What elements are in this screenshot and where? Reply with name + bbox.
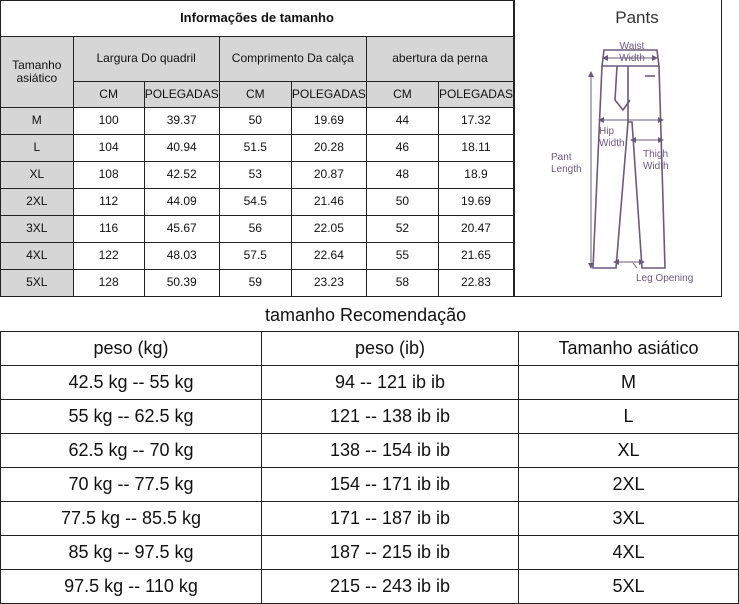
leg-cm-cell: 55 [366, 243, 438, 270]
length-cm-cell: 53 [219, 162, 291, 189]
unit-cm-header: CM [366, 82, 438, 108]
hip-cm-cell: 122 [73, 243, 144, 270]
length-label-line1: Pant [551, 152, 572, 163]
recommendation-title: tamanho Recomendação [265, 305, 467, 325]
length-label-line2: Length [551, 164, 582, 175]
hip-in-cell: 50.39 [144, 270, 219, 297]
hip-in-cell: 40.94 [144, 135, 219, 162]
size-chart-table [0, 0, 514, 297]
length-cm-cell: 54.5 [219, 189, 291, 216]
unit-cm-header: CM [73, 82, 144, 108]
length-cm-cell: 51.5 [219, 135, 291, 162]
size-column-header: Tamanho asiático [1, 37, 74, 108]
leg-opening-label: Leg Opening [636, 273, 694, 284]
size-cell: XL [519, 434, 739, 468]
waist-label-line2: Width [619, 53, 645, 64]
size-cell: XL [1, 162, 74, 189]
length-in-cell: 22.05 [291, 216, 366, 243]
length-in-cell: 21.46 [291, 189, 366, 216]
weight-kg-cell: 97.5 kg -- 110 kg [1, 570, 262, 604]
size-row [1, 243, 514, 270]
length-cm-cell: 50 [219, 108, 291, 135]
size-cell: L [1, 135, 74, 162]
length-cm-cell: 57.5 [219, 243, 291, 270]
size-row [1, 270, 514, 297]
hip-cm-cell: 108 [73, 162, 144, 189]
weight-lb-cell: 94 -- 121 ib ib [262, 366, 519, 400]
recommendation-header-row [1, 332, 739, 366]
leg-in-cell: 17.32 [438, 108, 513, 135]
recommendation-row [1, 400, 739, 434]
unit-in-header: POLEGADAS [291, 82, 366, 108]
weight-kg-header: peso (kg) [1, 332, 262, 366]
length-in-cell: 20.28 [291, 135, 366, 162]
leg-cm-cell: 48 [366, 162, 438, 189]
leg-cm-cell: 52 [366, 216, 438, 243]
size-cell: 2XL [519, 468, 739, 502]
weight-lb-cell: 187 -- 215 ib ib [262, 536, 519, 570]
size-cell: 5XL [1, 270, 74, 297]
recommendation-row [1, 502, 739, 536]
length-cm-cell: 59 [219, 270, 291, 297]
recommendation-row [1, 536, 739, 570]
recommendation-row [1, 366, 739, 400]
leg-in-cell: 18.9 [438, 162, 513, 189]
pants-diagram [514, 0, 722, 297]
unit-cm-header: CM [219, 82, 291, 108]
pants-diagram-svg [515, 0, 721, 296]
size-row [1, 189, 514, 216]
leg-in-cell: 20.47 [438, 216, 513, 243]
hip-cm-cell: 128 [73, 270, 144, 297]
size-row [1, 135, 514, 162]
pant-length-header: Comprimento Da calça [219, 37, 366, 82]
leg-in-cell: 19.69 [438, 189, 513, 216]
weight-lb-cell: 121 -- 138 ib ib [262, 400, 519, 434]
size-cell: 5XL [519, 570, 739, 604]
weight-kg-cell: 62.5 kg -- 70 kg [1, 434, 262, 468]
hip-width-header: Largura Do quadril [73, 37, 219, 82]
leg-in-cell: 22.83 [438, 270, 513, 297]
hip-cm-cell: 104 [73, 135, 144, 162]
weight-lb-cell: 171 -- 187 ib ib [262, 502, 519, 536]
recommendation-row [1, 468, 739, 502]
size-cell: M [519, 366, 739, 400]
leg-opening-header: abertura da perna [366, 37, 513, 82]
weight-kg-cell: 42.5 kg -- 55 kg [1, 366, 262, 400]
leg-cm-cell: 46 [366, 135, 438, 162]
recommendation-row [1, 434, 739, 468]
size-cell: 3XL [519, 502, 739, 536]
hip-in-cell: 45.67 [144, 216, 219, 243]
length-in-cell: 20.87 [291, 162, 366, 189]
thigh-label-line1: Thigh [643, 149, 669, 160]
weight-lb-cell: 138 -- 154 ib ib [262, 434, 519, 468]
size-cell: 4XL [519, 536, 739, 570]
hip-in-cell: 42.52 [144, 162, 219, 189]
weight-kg-cell: 85 kg -- 97.5 kg [1, 536, 262, 570]
hip-in-cell: 39.37 [144, 108, 219, 135]
length-in-cell: 22.64 [291, 243, 366, 270]
size-cell: M [1, 108, 74, 135]
unit-in-header: POLEGADAS [144, 82, 219, 108]
hip-in-cell: 44.09 [144, 189, 219, 216]
weight-kg-cell: 70 kg -- 77.5 kg [1, 468, 262, 502]
size-cell: 4XL [1, 243, 74, 270]
size-cell: 3XL [1, 216, 74, 243]
hip-in-cell: 48.03 [144, 243, 219, 270]
weight-lb-header: peso (ib) [262, 332, 519, 366]
leg-cm-cell: 44 [366, 108, 438, 135]
hip-cm-cell: 100 [73, 108, 144, 135]
weight-lb-cell: 154 -- 171 ib ib [262, 468, 519, 502]
unit-in-header: POLEGADAS [438, 82, 513, 108]
weight-lb-cell: 215 -- 243 ib ib [262, 570, 519, 604]
recommendation-table [0, 331, 739, 604]
size-row [1, 162, 514, 189]
pants-diagram-title: Pants [615, 8, 659, 27]
size-row [1, 216, 514, 243]
size-row [1, 108, 514, 135]
weight-kg-cell: 55 kg -- 62.5 kg [1, 400, 262, 434]
leg-cm-cell: 50 [366, 189, 438, 216]
length-cm-cell: 56 [219, 216, 291, 243]
hip-label-line1: Hip [599, 126, 615, 137]
hip-cm-cell: 116 [73, 216, 144, 243]
size-chart-title: Informações de tamanho [1, 1, 514, 37]
size-cell: L [519, 400, 739, 434]
hip-cm-cell: 112 [73, 189, 144, 216]
thigh-label-line2: Width [643, 161, 669, 172]
length-in-cell: 19.69 [291, 108, 366, 135]
size-cell: 2XL [1, 189, 74, 216]
leg-cm-cell: 58 [366, 270, 438, 297]
length-in-cell: 23.23 [291, 270, 366, 297]
leg-in-cell: 18.11 [438, 135, 513, 162]
recommendation-row [1, 570, 739, 604]
asian-size-header: Tamanho asiático [519, 332, 739, 366]
leg-in-cell: 21.65 [438, 243, 513, 270]
waist-label-line1: Waist [619, 41, 645, 52]
hip-label-line2: Width [599, 138, 625, 149]
weight-kg-cell: 77.5 kg -- 85.5 kg [1, 502, 262, 536]
